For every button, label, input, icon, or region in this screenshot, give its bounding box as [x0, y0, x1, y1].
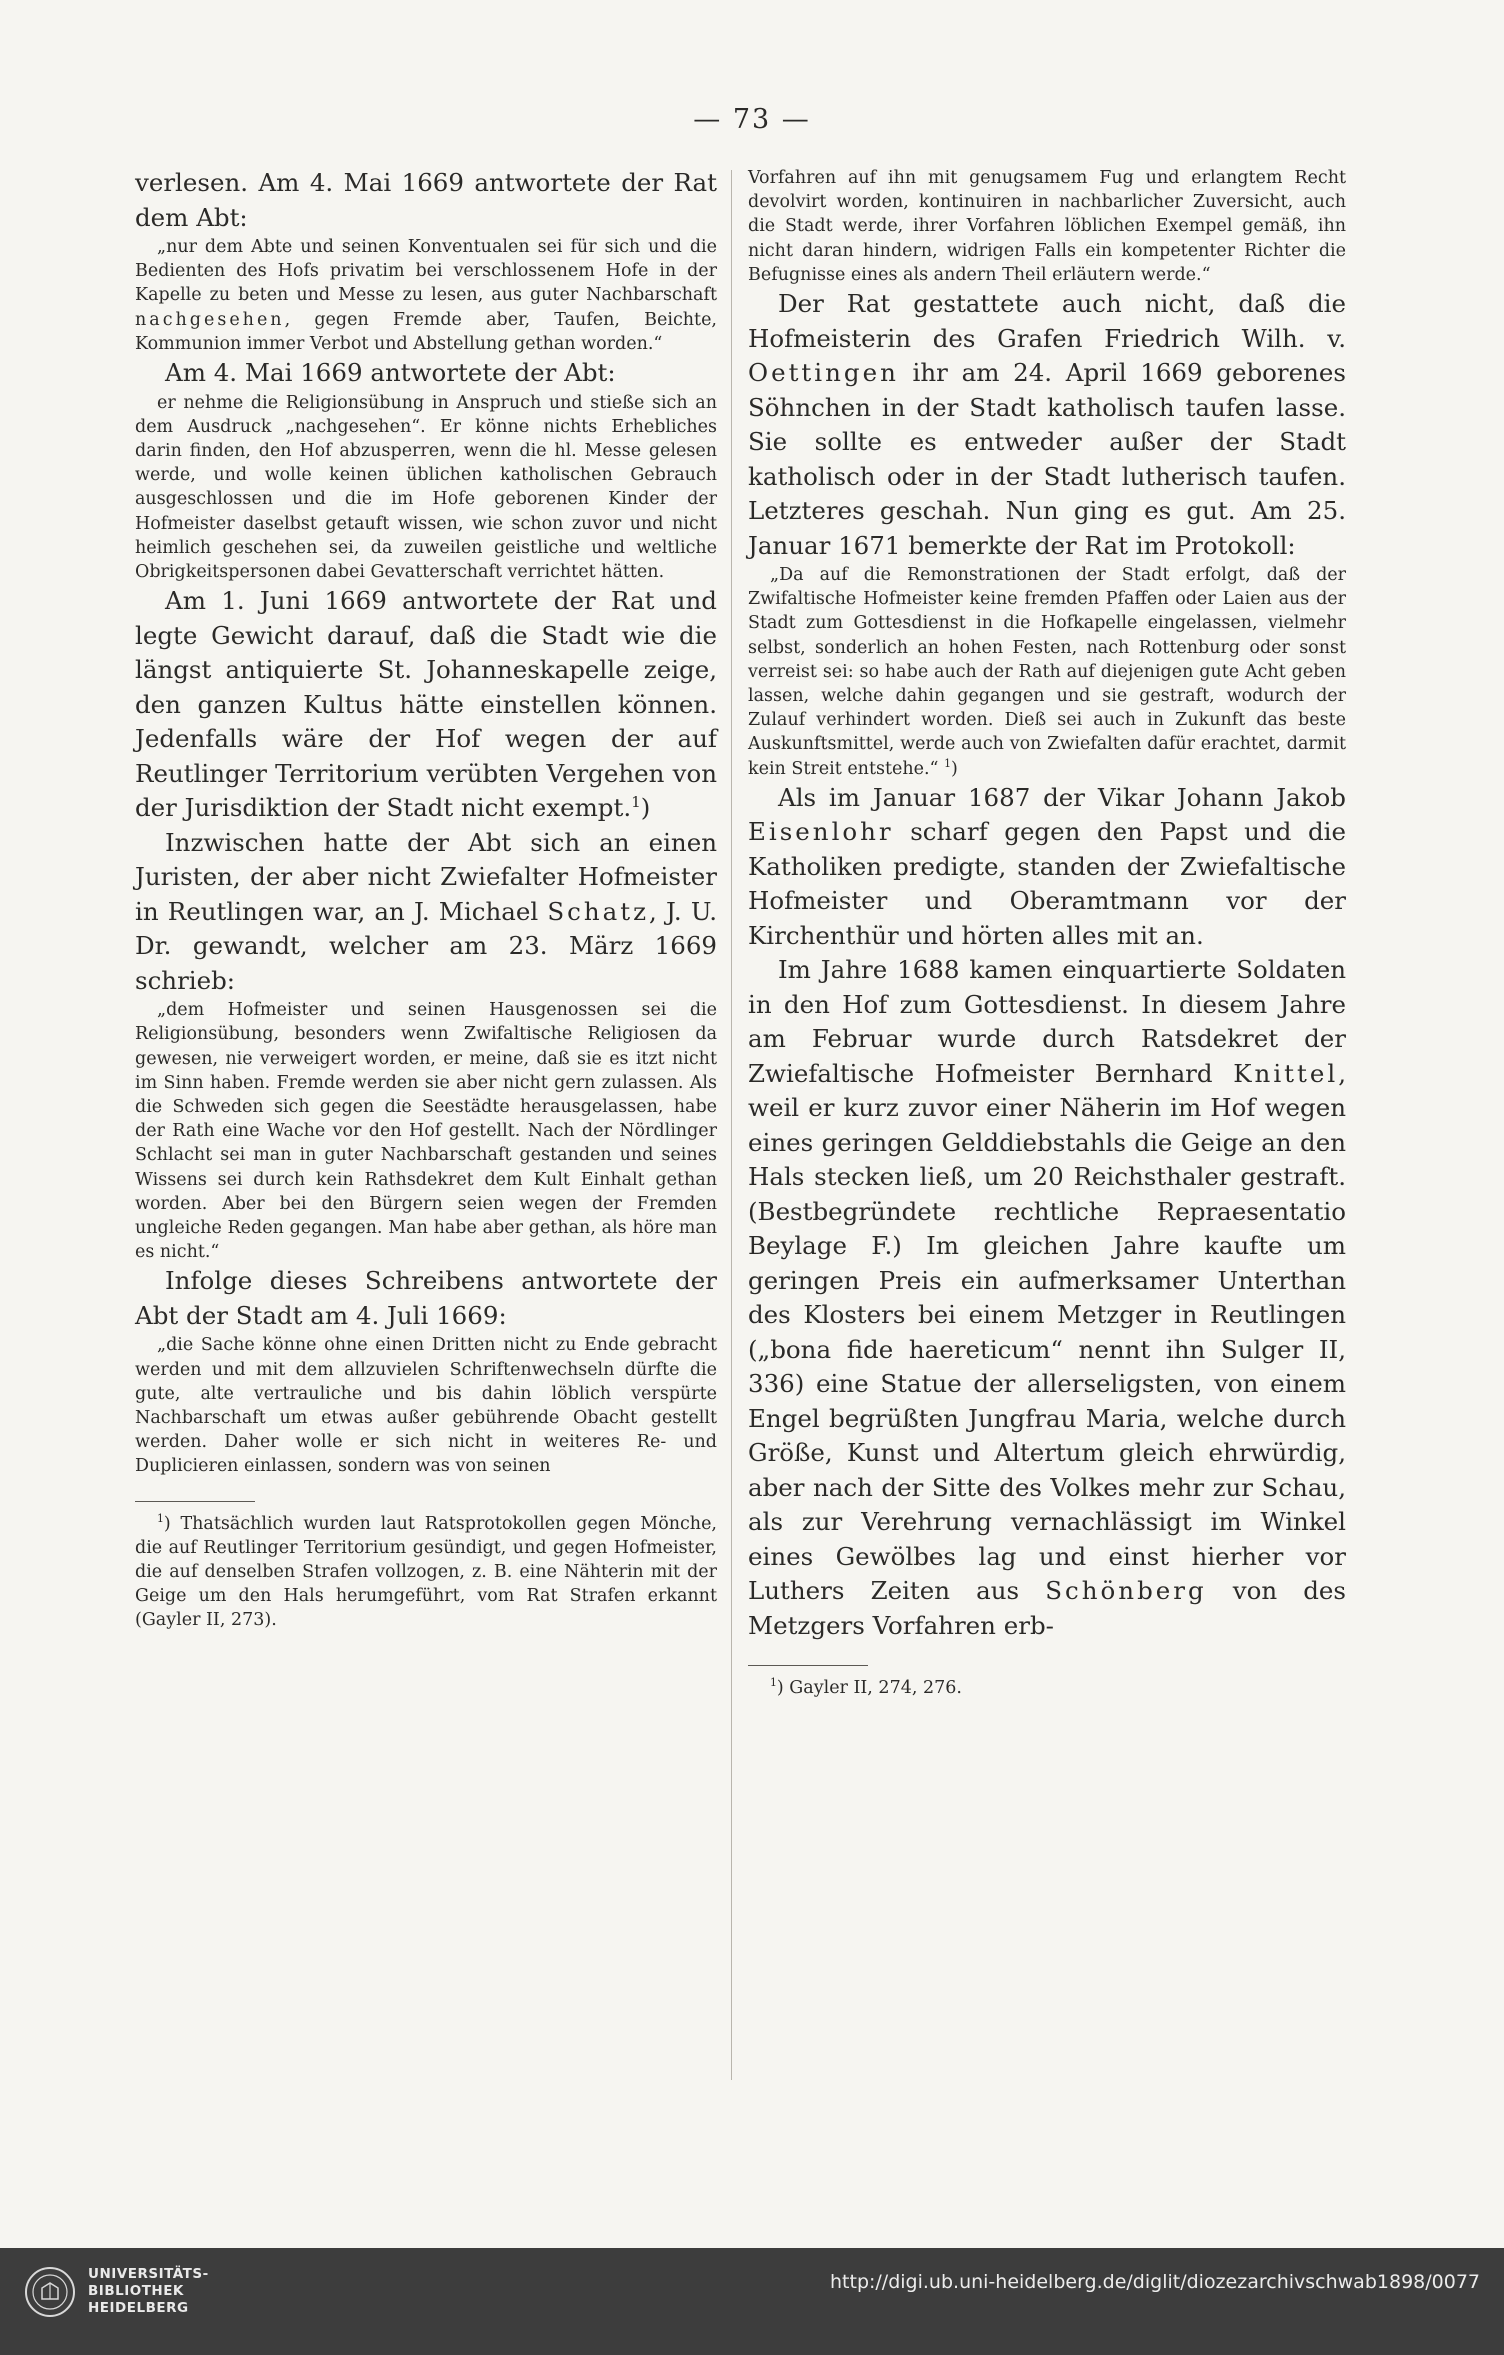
- quotation-paragraph: „dem Hofmeister und seinen Hausgenossen sei die Religionsübung, besonders wenn Zwifaltische Religiosen da gewesen, nie verweigert worden, er meine, daß sie es itzt nicht im Sinn haben. Fremde werden sie aber nicht gern zulassen. Als die Schweden sich gegen die Seestädte herausgelassen, habe der Rath eine Wache vor den Hof gestellt. Nach der Nördlinger Schlacht sei man in guter Nachbarschaft gestanden und seines Wissens sei durch kein Rathsdekret dem Kult Einhalt gethan worden. Aber bei den Bürgern seien wegen der Fremden ungleiche Reden gegangen. Man habe aber gethan, als höre man es nicht.“: [135, 1000, 717, 1263]
- library-name-line: HEIDELBERG: [88, 2300, 189, 2316]
- right-column-body: [748, 166, 1346, 1643]
- quotation-paragraph: „die Sache könne ohne einen Dritten nicht zu Ende gebracht werden und mit dem allzuvielen Schriftenwechseln dürfte die gute, alte vertrauliche und bis dahin löblich verspürte Nachbarschaft um etwas außer gebührende Obacht gestellt werden. Daher wolle er sich nicht in weiteres Re- und Duplicieren einlassen, sondern was von seinen: [135, 1335, 717, 1477]
- library-name: [88, 2266, 209, 2317]
- body-paragraph: Am 1. Juni 1669 antwortete der Rat und legte Gewicht darauf, daß die Stadt wie die längst antiquierte St. Johanneskapelle zeige, den ganzen Kultus hätte einstellen können. Jedenfalls wäre der Hof wegen der auf Reutlinger Territorium verübten Vergehen von der Jurisdiktion der Stadt nicht exempt.$^1$): [135, 586, 717, 823]
- university-seal-icon: [24, 2266, 76, 2318]
- body-paragraph: Der Rat gestattete auch nicht, daß die Hofmeisterin des Grafen Friedrich Wilh. v. Oettingen ihr am 24. April 1669 geborenes Söhnchen in der Stadt katholisch taufen lasse. Sie sollte es entweder außer der Stadt katholisch oder in der Stadt lutherisch taufen. Letzteres geschah. Nun ging es gut. Am 25. Januar 1671 bemerkte der Rat im Protokoll:: [748, 289, 1346, 560]
- source-url[interactable]: http://digi.ub.uni-heidelberg.de/diglit/diozezarchivschwab1898/0077: [830, 2271, 1480, 2293]
- column-divider: [731, 170, 732, 2080]
- library-footer: [0, 2248, 1504, 2355]
- body-paragraph: verlesen. Am 4. Mai 1669 antwortete der Rat dem Abt:: [135, 168, 717, 232]
- body-paragraph: Inzwischen hatte der Abt sich an einen Juristen, der aber nicht Zwiefalter Hofmeister in Reutlingen war, an J. Michael Schatz, J. U. Dr. gewandt, welcher am 23. März 1669 schrieb:: [135, 827, 717, 995]
- library-name-line: UNIVERSITÄTS-: [88, 2266, 209, 2282]
- page-number: — 73 —: [693, 104, 811, 135]
- footnote-left: $^1$) Thatsächlich wurden laut Ratsprotokollen gegen Mönche, die auf Reutlinger Territorium gesündigt, und gegen Hofmeister, die auf denselben Strafen vollzogen, z. B. eine Nähterin mit der Geige um den Hals herumgeführt, vom Rat Strafen erkannt (Gayler II, 273).: [135, 1511, 717, 1631]
- quotation-paragraph: „Da auf die Remonstrationen der Stadt erfolgt, daß der Zwifaltische Hofmeister keine fremden Pfaffen oder Laien aus der Stadt zum Gottesdienst in die Hofkapelle eingelassen, vielmehr selbst, sonderlich an hohen Festen, nach Rottenburg oder sonst verreist sei: so habe auch der Rath auf diejenigen gute Acht geben lassen, welche dahin gegangen und sie gestraft, wodurch der Zulauf verhindert worden. Dieß sei auch in Zukunft das beste Auskunftsmittel, werde auch von Zwiefalten dafür erachtet, darmit kein Streit entstehe.“ $^1$): [748, 565, 1346, 779]
- footnote-divider: [748, 1665, 868, 1666]
- quotation-paragraph: er nehme die Religionsübung in Anspruch und stieße sich an dem Ausdruck „nachgesehen“. Er könne nichts Erhebliches darin finden, den Hof abzusperren, wenn die hl. Messe gelesen werde, und wolle keinen üblichen katholischen Gebrauch ausgeschlossen und die im Hofe geborenen Kinder der Hofmeister daselbst getauft wissen, wie schon zuvor und nicht heimlich geschehen sei, da zuweilen geistliche und weltliche Obrigkeitspersonen dabei Gevatterschaft verrichtet hätten.: [135, 392, 717, 582]
- left-column: [135, 166, 717, 1633]
- body-paragraph: Als im Januar 1687 der Vikar Johann Jakob Eisenlohr scharf gegen den Papst und die Katholiken predigte, standen der Zwiefaltische Hofmeister und Oberamtmann vor der Kirchenthür und hörten alles mit an.: [748, 782, 1346, 950]
- quotation-paragraph: „nur dem Abte und seinen Konventualen sei für sich und die Bedienten des Hofs privatim bei verschlossenem Hofe in der Kapelle zu beten und Messe zu lesen, aus guter Nachbarschaft nachgesehen, gegen Fremde aber, Taufen, Beichte, Kommunion immer Verbot und Abstellung gethan worden.“: [135, 237, 717, 354]
- quotation-paragraph: Vorfahren auf ihn mit genugsamem Fug und erlangtem Recht devolvirt worden, kontinuiren in nachbarlicher Zuversicht, auch die Stadt werde, ihrer Vorfahren löblichen Exempel gemäß, ihn nicht daran hindern, widrigen Falls ein kompetenter Richter die Befugnisse eines als andern Theil erläutern werde.“: [748, 168, 1346, 285]
- footnote-right: $^1$) Gayler II, 274, 276.: [770, 1676, 962, 1699]
- body-paragraph: Im Jahre 1688 kamen einquartierte Soldaten in den Hof zum Gottesdienst. In diesem Jahre am Februar wurde durch Ratsdekret der Zwiefaltische Hofmeister Bernhard Knittel, weil er kurz zuvor einer Näherin im Hof wegen eines geringen Gelddiebstahls die Geige an den Hals stecken ließ, um 20 Reichsthaler gestraft. (Bestbegründete rechtliche Repraesentatio Beylage F.) Im gleichen Jahre kaufte um geringen Preis ein aufmerksamer Unterthan des Klosters bei einem Metzger in Reutlingen („bona fide haereticum“ nennt ihn Sulger II, 336) eine Statue der allerseligsten, von einem Engel begrüßten Jungfrau Maria, welche durch Größe, Kunst und Altertum gleich ehrwürdig, aber nach der Sitte des Volkes mehr zur Schau, als zur Verehrung vernachlässigt im Winkel eines Gewölbes lag und einst hierher vor Luthers Zeiten aus Schönberg von des Metzgers Vorfahren erb-: [748, 955, 1347, 1640]
- footnote-divider: [135, 1501, 255, 1502]
- right-column: [748, 166, 1346, 1701]
- body-paragraph: Am 4. Mai 1669 antwortete der Abt:: [165, 358, 616, 388]
- left-column-body: [135, 166, 717, 1479]
- body-paragraph: Infolge dieses Schreibens antwortete der Abt der Stadt am 4. Juli 1669:: [135, 1266, 717, 1330]
- library-name-line: BIBLIOTHEK: [88, 2283, 184, 2299]
